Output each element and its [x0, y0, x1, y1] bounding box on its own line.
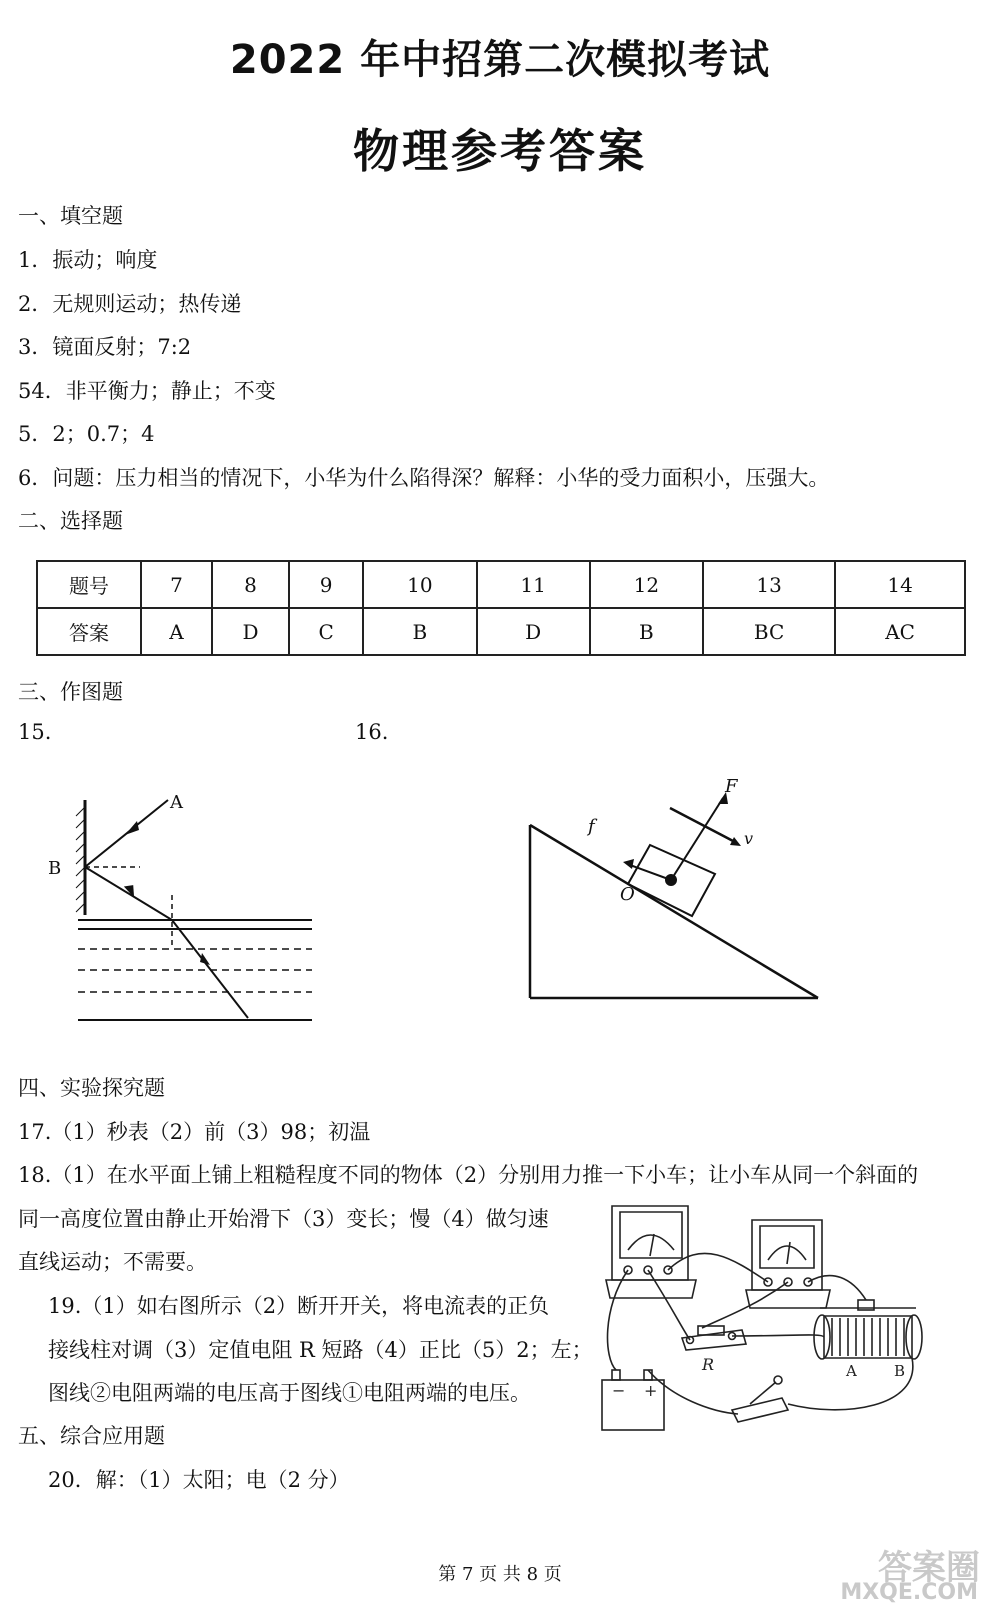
- answer-line-5: 5．2；0.7；4: [18, 422, 155, 446]
- answer-line-3: 3．镜面反射；7:2: [18, 335, 192, 359]
- table-row-answers: [37, 608, 965, 655]
- table-row-numbers: [37, 561, 965, 608]
- label-force-f: F: [725, 776, 738, 797]
- section-heading-drawing: 三、作图题: [18, 680, 123, 704]
- table-cell: 7: [141, 561, 212, 608]
- label-velocity-v: v: [744, 829, 754, 848]
- page-footer: 第 7 页 共 8 页: [438, 1564, 562, 1585]
- section-heading-experiment: 四、实验探究题: [18, 1076, 165, 1100]
- table-cell: AC: [835, 608, 965, 655]
- table-cell: 12: [590, 561, 703, 608]
- reflection-refraction-diagram: [40, 790, 330, 1035]
- table-cell: BC: [703, 608, 835, 655]
- section-heading-fill-blank: 一、填空题: [18, 204, 123, 228]
- answer-line-18a: 18.（1）在水平面上铺上粗糙程度不同的物体（2）分别用力推一下小车；让小车从同一个斜面的: [18, 1163, 919, 1187]
- answer-line-6: 6．问题：压力相当的情况下，小华为什么陷得深？解释：小华的受力面积小，压强大。: [18, 466, 830, 490]
- answer-line-19c: 图线②电阻两端的电压高于图线①电阻两端的电压。: [48, 1381, 531, 1405]
- answer-table: [36, 560, 966, 656]
- table-cell: 9: [289, 561, 363, 608]
- answer-line-18c: 直线运动；不需要。: [18, 1250, 207, 1274]
- label-b: B: [48, 858, 62, 879]
- label-minus: −: [612, 1381, 626, 1400]
- exam-title: 2022 年中招第二次模拟考试: [229, 37, 771, 83]
- row-header-answer: 答案: [37, 608, 141, 655]
- table-cell: 14: [835, 561, 965, 608]
- row-header-number: 题号: [37, 561, 141, 608]
- label-a: A: [170, 792, 183, 813]
- table-cell: A: [141, 608, 212, 655]
- table-cell: 13: [703, 561, 835, 608]
- table-cell: 11: [477, 561, 590, 608]
- answer-line-18b: 同一高度位置由静止开始滑下（3）变长；慢（4）做匀速: [18, 1207, 549, 1231]
- answer-line-19a: 19.（1）如右图所示（2）断开开关，将电流表的正负: [48, 1294, 550, 1318]
- table-cell: B: [363, 608, 476, 655]
- circuit-diagram: [592, 1198, 962, 1448]
- label-point-o: O: [620, 884, 635, 905]
- answer-line-17: 17.（1）秒表（2）前（3）98；初温: [18, 1120, 371, 1144]
- label-terminal-b: B: [894, 1362, 906, 1380]
- label-resistor-r: R: [702, 1355, 715, 1374]
- incline-force-diagram: [520, 770, 830, 1010]
- answer-line-1: 1．振动；响度: [18, 248, 158, 272]
- table-cell: D: [212, 608, 289, 655]
- question-16-number: 16.: [355, 720, 389, 744]
- question-15-number: 15.: [18, 720, 52, 744]
- table-cell: C: [289, 608, 363, 655]
- label-terminal-a: A: [846, 1362, 857, 1380]
- watermark-logo: 答案圈: [878, 1548, 980, 1588]
- section-heading-multiple-choice: 二、选择题: [18, 509, 123, 533]
- answer-line-4: 54．非平衡力；静止；不变: [18, 379, 276, 403]
- answer-line-19b: 接线柱对调（3）定值电阻 R 短路（4）正比（5）2；左；: [48, 1338, 593, 1362]
- answer-key-title: 物理参考答案: [353, 124, 647, 178]
- table-cell: 10: [363, 561, 476, 608]
- table-cell: 8: [212, 561, 289, 608]
- answer-line-2: 2．无规则运动；热传递: [18, 292, 242, 316]
- section-heading-comprehensive: 五、综合应用题: [18, 1424, 165, 1448]
- label-friction-f: f: [588, 816, 595, 837]
- table-cell: B: [590, 608, 703, 655]
- watermark-url: MXQE.COM: [840, 1580, 978, 1605]
- table-cell: D: [477, 608, 590, 655]
- label-plus: +: [644, 1381, 658, 1400]
- answer-line-20: 20．解：（1）太阳；电（2 分）: [48, 1468, 350, 1492]
